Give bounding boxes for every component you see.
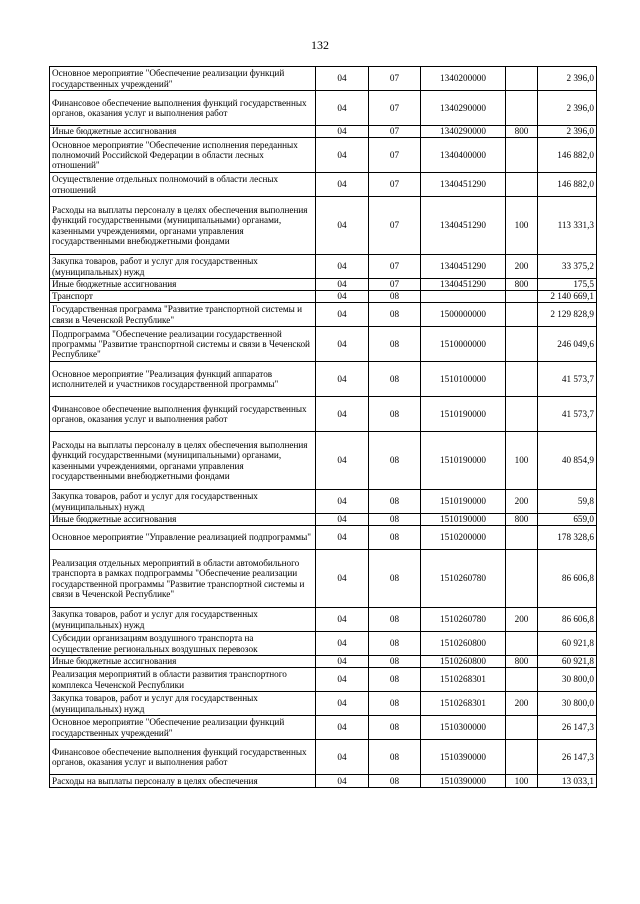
row-amount: 2 129 828,9 [538,303,597,327]
row-section: 04 [316,255,369,279]
row-section: 04 [316,279,369,291]
row-section: 04 [316,716,369,740]
row-section: 04 [316,397,369,432]
table-row [50,608,597,632]
row-target-article: 1510268301 [421,668,506,692]
row-section: 04 [316,608,369,632]
row-target-article: 1510260800 [421,632,506,656]
row-name: Транспорт [50,291,316,303]
row-name: Расходы на выплаты персоналу в целях обеспечения выполнения функций государственными (муниципальными) органами, казенными учреждениями, органами управления государственными внебюджетными фондами [50,197,316,255]
row-expense-type: 100 [506,432,538,490]
table-row [50,255,597,279]
row-name: Основное мероприятие "Обеспечение реализации функций государственных учреждений" [50,67,316,91]
table-row [50,91,597,126]
row-name: Расходы на выплаты персоналу в целях обеспечения [50,775,316,788]
row-name: Основное мероприятие "Обеспечение реализации функций государственных учреждений" [50,716,316,740]
row-section: 04 [316,668,369,692]
row-section: 04 [316,91,369,126]
page-number: 132 [311,38,329,52]
row-amount: 13 033,1 [538,775,597,788]
row-expense-type [506,362,538,397]
row-expense-type: 200 [506,255,538,279]
row-expense-type [506,632,538,656]
row-subsection: 08 [369,656,421,668]
row-amount: 146 882,0 [538,138,597,173]
row-target-article: 1510100000 [421,362,506,397]
row-expense-type [506,91,538,126]
row-amount: 659,0 [538,514,597,526]
row-target-article [421,291,506,303]
row-subsection: 07 [369,255,421,279]
row-amount: 178 328,6 [538,526,597,550]
row-target-article: 1510260800 [421,656,506,668]
row-name: Финансовое обеспечение выполнения функций государственных органов, оказания услуг и выполнения работ [50,397,316,432]
row-amount: 246 049,6 [538,327,597,362]
row-target-article: 1340200000 [421,67,506,91]
row-subsection: 08 [369,397,421,432]
row-amount: 86 606,8 [538,608,597,632]
row-target-article: 1510190000 [421,490,506,514]
table-row [50,775,597,788]
table-row [50,303,597,327]
row-name: Основное мероприятие "Обеспечение исполнения переданных полномочий Российской Федерации в области лесных отношений" [50,138,316,173]
row-target-article: 1500000000 [421,303,506,327]
table-row [50,327,597,362]
row-expense-type: 800 [506,656,538,668]
row-expense-type [506,716,538,740]
row-expense-type [506,173,538,197]
row-expense-type: 100 [506,775,538,788]
row-target-article: 1340290000 [421,91,506,126]
row-target-article: 1510190000 [421,432,506,490]
row-name: Финансовое обеспечение выполнения функций государственных органов, оказания услуг и выполнения работ [50,91,316,126]
row-expense-type: 100 [506,197,538,255]
row-subsection: 08 [369,740,421,775]
row-target-article: 1510190000 [421,397,506,432]
row-name: Финансовое обеспечение выполнения функций государственных органов, оказания услуг и выполнения работ [50,740,316,775]
row-expense-type [506,668,538,692]
row-expense-type [506,291,538,303]
table-row [50,740,597,775]
row-subsection: 08 [369,327,421,362]
row-expense-type: 800 [506,514,538,526]
row-section: 04 [316,173,369,197]
row-amount: 86 606,8 [538,550,597,608]
row-expense-type: 800 [506,126,538,138]
row-amount: 30 800,0 [538,692,597,716]
row-section: 04 [316,740,369,775]
table-row [50,550,597,608]
row-amount: 113 331,3 [538,197,597,255]
row-section: 04 [316,67,369,91]
row-amount: 60 921,8 [538,632,597,656]
row-subsection: 08 [369,432,421,490]
row-amount: 2 396,0 [538,91,597,126]
row-amount: 30 800,0 [538,668,597,692]
row-amount: 2 140 669,1 [538,291,597,303]
table-row [50,397,597,432]
row-subsection: 08 [369,490,421,514]
row-expense-type [506,67,538,91]
table-row [50,514,597,526]
table-row [50,716,597,740]
row-name: Подпрограмма "Обеспечение реализации государственной программы "Развитие транспортной системы и связи в Чеченской Республике" [50,327,316,362]
row-subsection: 08 [369,303,421,327]
row-section: 04 [316,303,369,327]
row-subsection: 07 [369,67,421,91]
table-row [50,138,597,173]
row-subsection: 08 [369,716,421,740]
row-target-article: 1340290000 [421,126,506,138]
row-amount: 59,8 [538,490,597,514]
row-amount: 41 573,7 [538,397,597,432]
table-row [50,197,597,255]
row-target-article: 1510300000 [421,716,506,740]
table-row [50,656,597,668]
table-row [50,362,597,397]
row-section: 04 [316,432,369,490]
row-section: 04 [316,327,369,362]
row-amount: 40 854,9 [538,432,597,490]
row-subsection: 07 [369,279,421,291]
row-name: Иные бюджетные ассигнования [50,514,316,526]
row-subsection: 08 [369,550,421,608]
row-subsection: 07 [369,126,421,138]
row-name: Закупка товаров, работ и услуг для государственных (муниципальных) нужд [50,490,316,514]
row-expense-type [506,327,538,362]
row-amount: 26 147,3 [538,716,597,740]
row-section: 04 [316,197,369,255]
row-subsection: 08 [369,526,421,550]
row-subsection: 08 [369,775,421,788]
table-row [50,490,597,514]
row-section: 04 [316,138,369,173]
row-section: 04 [316,550,369,608]
row-section: 04 [316,514,369,526]
row-name: Реализация отдельных мероприятий в области автомобильного транспорта в рамках подпрограммы "Обеспечение реализации государственной программы "Развитие транспортной системы и связи в Чеченской Республике" [50,550,316,608]
row-target-article: 1340451290 [421,279,506,291]
table-row [50,632,597,656]
row-expense-type [506,138,538,173]
row-section: 04 [316,775,369,788]
table-row [50,692,597,716]
row-target-article: 1510390000 [421,740,506,775]
table-row [50,291,597,303]
row-expense-type [506,397,538,432]
table-row [50,173,597,197]
row-target-article: 1510260780 [421,608,506,632]
row-amount: 26 147,3 [538,740,597,775]
row-name: Закупка товаров, работ и услуг для государственных (муниципальных) нужд [50,255,316,279]
row-subsection: 07 [369,138,421,173]
row-name: Иные бюджетные ассигнования [50,126,316,138]
row-amount: 33 375,2 [538,255,597,279]
row-name: Государственная программа "Развитие транспортной системы и связи в Чеченской Республике" [50,303,316,327]
table-row [50,668,597,692]
row-section: 04 [316,490,369,514]
row-name: Расходы на выплаты персоналу в целях обеспечения выполнения функций государственными (муниципальными) органами, казенными учреждениями, органами управления государственными внебюджетными фондами [50,432,316,490]
budget-table [49,66,597,788]
row-amount: 41 573,7 [538,362,597,397]
row-target-article: 1340451290 [421,197,506,255]
table-row [50,526,597,550]
row-section: 04 [316,291,369,303]
table-row [50,126,597,138]
row-subsection: 08 [369,291,421,303]
row-target-article: 1510200000 [421,526,506,550]
row-target-article: 1510260780 [421,550,506,608]
table-row [50,67,597,91]
row-expense-type: 800 [506,279,538,291]
row-expense-type: 200 [506,608,538,632]
row-name: Основное мероприятие "Управление реализацией подпрограммы" [50,526,316,550]
row-subsection: 07 [369,173,421,197]
row-subsection: 08 [369,692,421,716]
row-subsection: 08 [369,608,421,632]
row-target-article: 1340451290 [421,173,506,197]
row-amount: 2 396,0 [538,67,597,91]
row-amount: 146 882,0 [538,173,597,197]
row-expense-type [506,526,538,550]
row-target-article: 1510268301 [421,692,506,716]
row-expense-type [506,740,538,775]
row-subsection: 07 [369,91,421,126]
row-expense-type: 200 [506,490,538,514]
row-target-article: 1510000000 [421,327,506,362]
row-name: Иные бюджетные ассигнования [50,279,316,291]
row-section: 04 [316,632,369,656]
row-name: Закупка товаров, работ и услуг для государственных (муниципальных) нужд [50,692,316,716]
row-name: Иные бюджетные ассигнования [50,656,316,668]
row-name: Субсидии организациям воздушного транспорта на осуществление региональных воздушных перевозок [50,632,316,656]
row-expense-type [506,303,538,327]
row-target-article: 1510390000 [421,775,506,788]
row-subsection: 08 [369,632,421,656]
row-amount: 175,5 [538,279,597,291]
row-name: Осуществление отдельных полномочий в области лесных отношений [50,173,316,197]
budget-table-body [50,67,597,788]
row-expense-type [506,550,538,608]
row-section: 04 [316,656,369,668]
row-section: 04 [316,692,369,716]
row-expense-type: 200 [506,692,538,716]
row-amount: 2 396,0 [538,126,597,138]
row-subsection: 08 [369,514,421,526]
row-amount: 60 921,8 [538,656,597,668]
row-target-article: 1340400000 [421,138,506,173]
table-row [50,279,597,291]
row-name: Реализация мероприятий в области развития транспортного комплекса Чеченской Республики [50,668,316,692]
row-subsection: 08 [369,362,421,397]
row-section: 04 [316,362,369,397]
row-section: 04 [316,126,369,138]
row-subsection: 07 [369,197,421,255]
row-name: Закупка товаров, работ и услуг для государственных (муниципальных) нужд [50,608,316,632]
row-target-article: 1510190000 [421,514,506,526]
row-subsection: 08 [369,668,421,692]
row-name: Основное мероприятие "Реализация функций аппаратов исполнителей и участников государственной программы" [50,362,316,397]
table-row [50,432,597,490]
row-section: 04 [316,526,369,550]
row-target-article: 1340451290 [421,255,506,279]
